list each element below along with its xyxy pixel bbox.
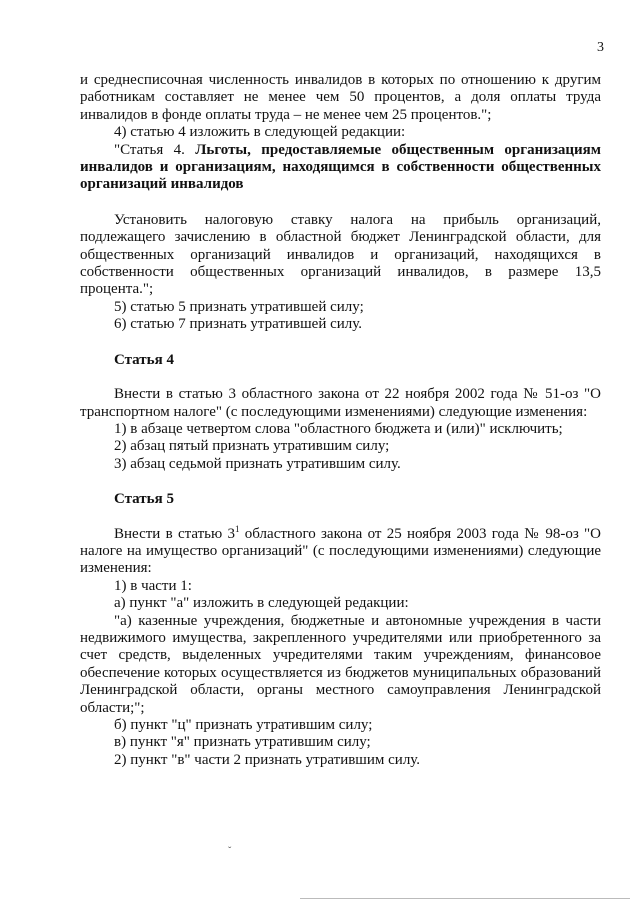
article-5-item-1: 1) в части 1: bbox=[114, 577, 192, 594]
article-4-intro: Внести в статью 3 областного закона от 22 ноября 2002 года № 51-оз "О транспортном налоге" (с последующими изменениями) следующие изменения: bbox=[80, 386, 601, 420]
scan-mark: ˇ bbox=[228, 846, 232, 857]
article-4-prefix: "Статья 4. bbox=[114, 141, 196, 158]
article-5-item-b: б) пункт "ц" признать утратившим силу; bbox=[114, 717, 373, 733]
article-4-item-2: 2) абзац пятый признать утратившим силу; bbox=[114, 438, 390, 455]
tax-rate-paragraph: Установить налоговую ставку налога на прибыль организаций, подлежащего зачислению в областной бюджет Ленинградской области, для общественных организаций инвалидов и организаций, находящихся в собственности общественных организаций инвалидов, в размере 13,5 процента."; bbox=[80, 211, 601, 298]
list-item-4: 4) статью 4 изложить в следующей редакции: bbox=[114, 124, 406, 141]
superscript-1: 1 bbox=[235, 523, 240, 534]
list-item-6: 6) статью 7 признать утратившей силу. bbox=[114, 316, 363, 333]
article-5-item-2: 2) пункт "в" части 2 признать утратившим силу. bbox=[114, 751, 421, 768]
section-heading-article-5: Статья 5 bbox=[114, 491, 174, 508]
bottom-scan-edge bbox=[300, 898, 630, 899]
document-body bbox=[80, 72, 601, 769]
section-heading-article-4: Статья 4 bbox=[114, 351, 174, 368]
article-4-heading-quote bbox=[80, 142, 601, 194]
article-4-item-3: 3) абзац седьмой признать утратившим силу. bbox=[114, 455, 401, 472]
article-5-quote: "а) казенные учреждения, бюджетные и автономные учреждения в части недвижимого имущества, закрепленного учредителями или приобретенного за счет средств, выделенных учредителями таким учреждениям, финансовое обеспечение которых осуществляется из бюджетов муниципальных образований Ленинградской области, органы местного самоуправления Ленинградской области;"; bbox=[80, 612, 601, 716]
list-item-5: 5) статью 5 признать утратившей силу; bbox=[114, 298, 364, 315]
article-5-intro-start: Внести в статью 3 bbox=[114, 525, 236, 542]
paragraph-continuation: и среднесписочная численность инвалидов в которых по отношению к другим работникам составляет не менее чем 50 процентов, а доля оплаты труда инвалидов в фонде оплаты труда – не менее чем 25 процентов."; bbox=[80, 72, 601, 123]
article-4-item-1: 1) в абзаце четвертом слова "областного бюджета и (или)" исключить; bbox=[114, 420, 563, 437]
article-5-intro bbox=[80, 523, 601, 578]
article-5-item-a: а) пункт "а" изложить в следующей редакции: bbox=[114, 595, 409, 612]
article-5-item-v: в) пункт "я" признать утратившим силу; bbox=[114, 734, 371, 751]
article-5-intro-rest: областного закона от 25 ноября 2003 года № 98-оз "О налоге на имущество организаций" (с последующими изменениями) следующие изменения: bbox=[80, 525, 601, 577]
page-number: 3 bbox=[597, 40, 604, 55]
article-4-title: Льготы, предоставляемые общественным организациям инвалидов и организациям, находящимся в собственности общественных организаций инвалидов bbox=[80, 141, 602, 193]
